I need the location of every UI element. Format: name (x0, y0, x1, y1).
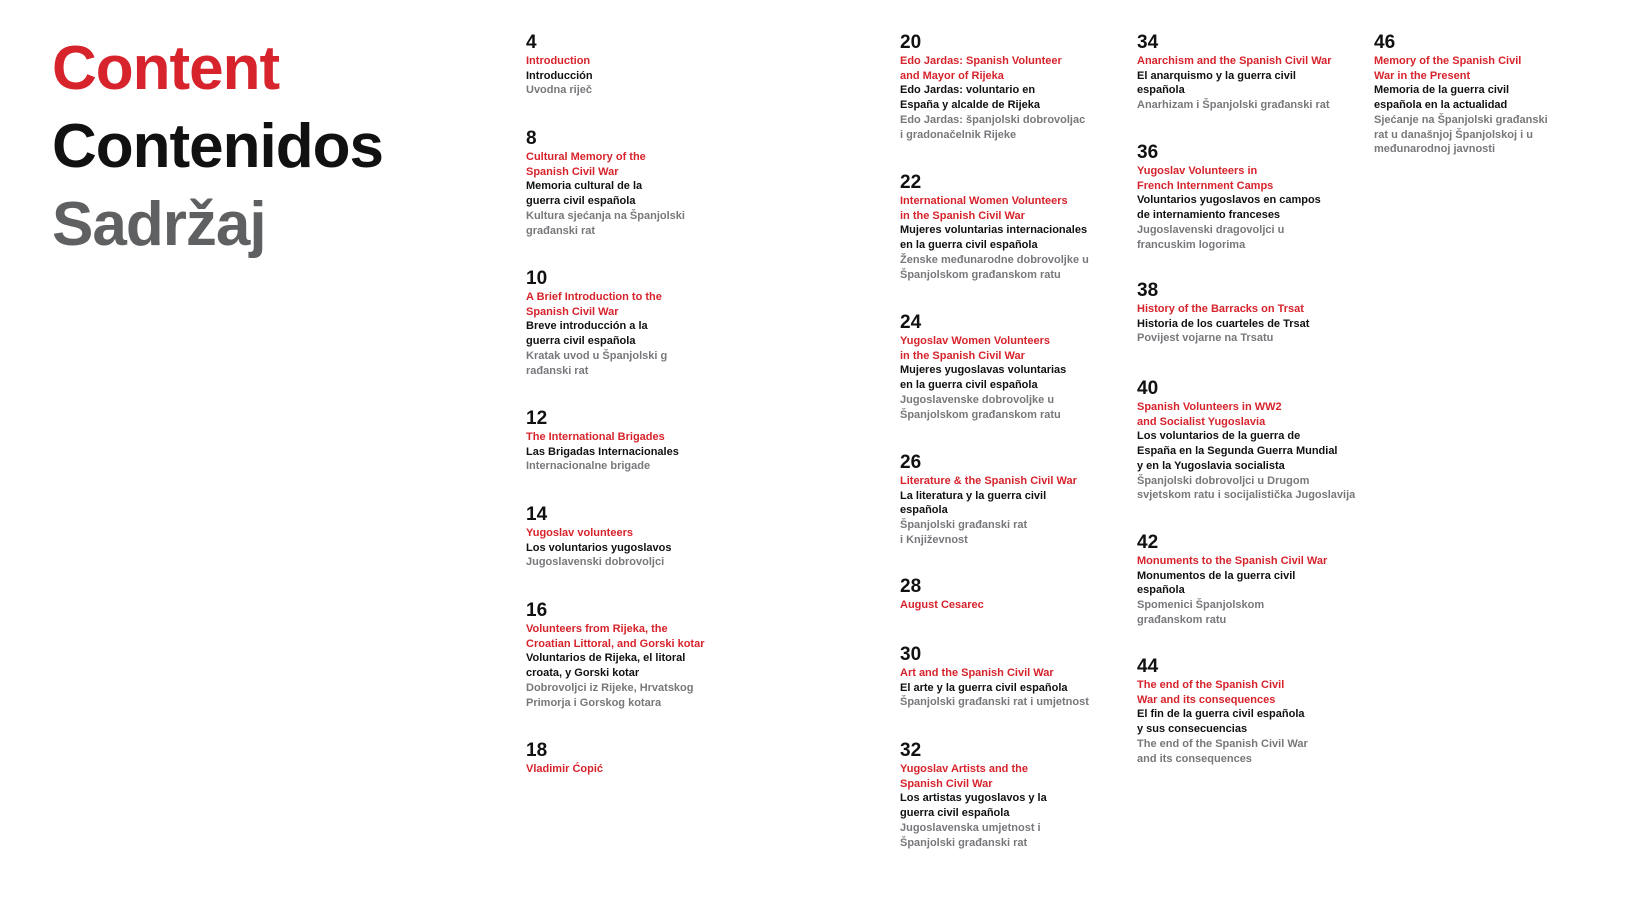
toc-entry[interactable] (526, 409, 679, 474)
entry-title-spanish: España y alcalde de Rijeka (900, 99, 1041, 112)
entry-title-croatian: Sjećanje na Španjolski građanski (1374, 113, 1548, 126)
entry-title-croatian: francuskim logorima (1137, 238, 1246, 251)
toc-entry[interactable] (1374, 33, 1548, 157)
page-number: 4 (526, 32, 537, 53)
entry-title-english: Spanish Civil War (526, 165, 619, 178)
toc-entry[interactable] (1137, 657, 1308, 766)
toc-entry[interactable] (900, 313, 1066, 422)
entry-title-croatian: Ženske međunarodne dobrovoljke u (900, 253, 1089, 266)
entry-title-croatian: međunarodnoj javnosti (1374, 143, 1496, 156)
toc-entry[interactable] (900, 645, 1089, 710)
entry-title-croatian: Jugoslavenski dragovoljci u (1137, 223, 1285, 236)
toc-entry[interactable] (526, 33, 593, 98)
entry-title-english: Yugoslav volunteers (526, 527, 633, 539)
entry-title-croatian: Jugoslavenska umjetnost i (900, 821, 1041, 834)
toc-entry[interactable] (900, 577, 984, 613)
page-number: 28 (900, 576, 922, 597)
entry-title-english: in the Spanish Civil War (900, 209, 1025, 222)
entry-title-english: Literature & the Spanish Civil War (900, 475, 1077, 487)
entry-title-english: French Internment Camps (1137, 179, 1274, 192)
entry-title-english: and Mayor of Rijeka (900, 69, 1004, 82)
entry-title-croatian: Primorja i Gorskog kotara (526, 696, 662, 709)
entry-title-spanish: Monumentos de la guerra civil (1137, 569, 1296, 582)
entry-title-english: Introduction (526, 55, 591, 67)
entry-title-spanish: Edo Jardas: voluntario en (900, 84, 1036, 97)
entry-title-croatian: i Književnost (900, 533, 968, 546)
entry-title-spanish: El anarquismo y la guerra civil (1137, 69, 1296, 82)
entry-title-english: The end of the Spanish Civil (1137, 679, 1285, 691)
entry-title-spanish: guerra civil española (900, 807, 1010, 820)
page-number: 22 (900, 172, 922, 193)
entry-title-spanish: Los voluntarios yugoslavos (526, 541, 672, 554)
entry-title-croatian: Jugoslavenske dobrovoljke u (900, 393, 1055, 406)
entry-title-croatian: Španjolskom građanskom ratu (900, 268, 1061, 281)
page-number: 10 (526, 268, 548, 289)
entry-title-spanish: española (900, 504, 948, 517)
entry-title-croatian: Španjolski građanski rat (900, 836, 1028, 849)
entry-title-english: A Brief Introduction to the (526, 291, 662, 303)
entry-title-spanish: guerra civil española (526, 335, 636, 348)
toc-entry[interactable] (526, 601, 704, 710)
entry-title-croatian: rat u današnjoj Španjolskoj i u (1374, 128, 1533, 141)
entry-title-english: The International Brigades (526, 431, 665, 443)
toc-entry[interactable] (1137, 533, 1327, 628)
entry-title-spanish: Mujeres yugoslavas voluntarias (900, 364, 1067, 377)
toc-entry[interactable] (1137, 281, 1309, 346)
toc-entry[interactable] (1137, 143, 1321, 252)
page-number: 24 (900, 312, 922, 333)
toc-entry[interactable] (1137, 33, 1332, 113)
entry-title-spanish: España en la Segunda Guerra Mundial (1137, 445, 1338, 458)
page-number: 8 (526, 128, 537, 149)
entry-title-english: Spanish Civil War (900, 777, 993, 790)
entry-title-spanish: Introducción (526, 69, 593, 82)
toc-entry[interactable] (526, 505, 671, 570)
entry-title-croatian: građanski rat (526, 224, 596, 237)
page-number: 42 (1137, 532, 1159, 553)
entry-title-spanish: española (1137, 584, 1185, 597)
entry-title-spanish: Voluntarios yugoslavos en campos (1137, 194, 1321, 207)
entry-title-spanish: y sus consecuencias (1137, 723, 1248, 736)
entry-title-english: Edo Jardas: Spanish Volunteer (900, 55, 1062, 67)
entry-title-croatian: Dobrovoljci iz Rijeke, Hrvatskog (526, 681, 694, 694)
page-number: 46 (1374, 32, 1396, 53)
toc-entry[interactable] (900, 741, 1047, 850)
page-number: 20 (900, 32, 922, 53)
toc-entry[interactable] (900, 33, 1085, 142)
entry-title-english: History of the Barracks on Trsat (1137, 303, 1304, 315)
page-number: 30 (900, 644, 922, 665)
toc-entry[interactable] (900, 453, 1077, 548)
toc-entry[interactable] (526, 269, 667, 378)
entry-title-spanish: El arte y la guerra civil española (900, 681, 1068, 694)
entry-title-croatian: Internacionalne brigade (526, 460, 651, 473)
entry-title-spanish: española en la actualidad (1374, 99, 1508, 112)
entry-title-spanish: Breve introducción a la (526, 320, 648, 333)
entry-title-croatian: i gradonačelnik Rijeke (900, 128, 1017, 141)
entry-title-spanish: Los artistas yugoslavos y la (900, 792, 1047, 805)
toc-entry[interactable] (900, 173, 1089, 282)
entry-title-english: Art and the Spanish Civil War (900, 667, 1054, 679)
entry-title-croatian: građanskom ratu (1137, 613, 1227, 626)
page-titles (52, 30, 383, 264)
entry-title-croatian: Španjolski dobrovoljci u Drugom (1137, 474, 1310, 487)
entry-title-spanish: Los voluntarios de la guerra de (1137, 430, 1301, 443)
title-spanish: Contenidos (52, 112, 383, 181)
entry-title-croatian: and its consequences (1137, 752, 1252, 765)
entry-title-english: Cultural Memory of the (526, 151, 646, 163)
page-number: 36 (1137, 142, 1159, 163)
entry-title-spanish: Memoria de la guerra civil (1374, 84, 1510, 97)
page-number: 18 (526, 740, 548, 761)
page-number: 34 (1137, 32, 1159, 53)
entry-title-croatian: Anarhizam i Španjolski građanski rat (1137, 99, 1330, 112)
entry-title-english: International Women Volunteers (900, 195, 1068, 207)
entry-title-croatian: Jugoslavenski dobrovoljci (526, 556, 665, 569)
entry-title-english: Monuments to the Spanish Civil War (1137, 555, 1328, 567)
page-number: 44 (1137, 656, 1159, 677)
entry-title-english: August Cesarec (900, 599, 984, 611)
entry-title-spanish: croata, y Gorski kotar (526, 667, 640, 680)
entry-title-english: War in the Present (1374, 69, 1471, 82)
title-croatian: Sadržaj (52, 190, 266, 259)
entry-title-spanish: en la guerra civil española (900, 379, 1038, 392)
entry-title-spanish: guerra civil española (526, 195, 636, 208)
entry-title-english: Yugoslav Women Volunteers (900, 335, 1050, 347)
page-number: 40 (1137, 378, 1159, 399)
entry-title-croatian: Uvodna riječ (526, 84, 593, 97)
entry-title-spanish: y en la Yugoslavia socialista (1137, 459, 1285, 472)
entry-title-spanish: de internamiento franceses (1137, 209, 1281, 222)
entry-title-english: Spanish Volunteers in WW2 (1137, 401, 1282, 413)
entry-title-english: War and its consequences (1137, 693, 1276, 706)
entry-title-croatian: Spomenici Španjolskom (1137, 599, 1265, 612)
entry-title-english: Spanish Civil War (526, 305, 619, 318)
entry-title-english: and Socialist Yugoslavia (1137, 415, 1266, 428)
page-number: 14 (526, 504, 548, 525)
entry-title-english: Yugoslav Artists and the (900, 763, 1028, 775)
entry-title-english: in the Spanish Civil War (900, 349, 1025, 362)
entry-title-croatian: rađanski rat (526, 364, 589, 377)
entry-title-croatian: Španjolskom građanskom ratu (900, 408, 1061, 421)
page-number: 26 (900, 452, 922, 473)
entry-title-croatian: Edo Jardas: španjolski dobrovoljac (900, 113, 1086, 126)
entry-title-english: Vladimir Ćopić (526, 763, 604, 775)
page-number: 16 (526, 600, 548, 621)
entry-title-croatian: Povijest vojarne na Trsatu (1137, 332, 1274, 345)
toc-entry[interactable] (526, 741, 603, 777)
entry-title-english: Croatian Littoral, and Gorski kotar (526, 637, 705, 650)
page-number: 38 (1137, 280, 1159, 301)
title-english: Content (52, 34, 280, 103)
entry-title-spanish: española (1137, 84, 1185, 97)
entry-title-croatian: Kratak uvod u Španjolski g (526, 349, 668, 362)
entry-title-croatian: The end of the Spanish Civil War (1137, 737, 1308, 750)
entry-title-spanish: Mujeres voluntarias internacionales (900, 224, 1088, 237)
entry-title-spanish: en la guerra civil española (900, 239, 1038, 252)
entry-title-spanish: La literatura y la guerra civil (900, 489, 1047, 502)
toc-entry[interactable] (526, 129, 685, 238)
entry-title-english: Volunteers from Rijeka, the (526, 623, 668, 635)
entry-title-croatian: Španjolski građanski rat (900, 519, 1028, 532)
entry-title-croatian: Kultura sjećanja na Španjolski (526, 209, 685, 222)
entry-title-spanish: Las Brigadas Internacionales (526, 445, 679, 458)
entry-title-croatian: svjetskom ratu i socijalistička Jugoslavija (1137, 489, 1356, 502)
entry-title-spanish: Memoria cultural de la (526, 180, 643, 193)
entry-title-spanish: Voluntarios de Rijeka, el litoral (526, 652, 686, 665)
page-number: 12 (526, 408, 548, 429)
entry-title-english: Memory of the Spanish Civil (1374, 55, 1522, 67)
entry-title-english: Anarchism and the Spanish Civil War (1137, 55, 1332, 67)
entry-title-english: Yugoslav Volunteers in (1137, 165, 1258, 177)
entry-title-spanish: El fin de la guerra civil española (1137, 708, 1305, 721)
toc-entry[interactable] (1137, 379, 1355, 503)
page-number: 32 (900, 740, 922, 761)
entry-title-spanish: Historia de los cuarteles de Trsat (1137, 317, 1310, 330)
entry-title-croatian: Španjolski građanski rat i umjetnost (900, 696, 1089, 709)
